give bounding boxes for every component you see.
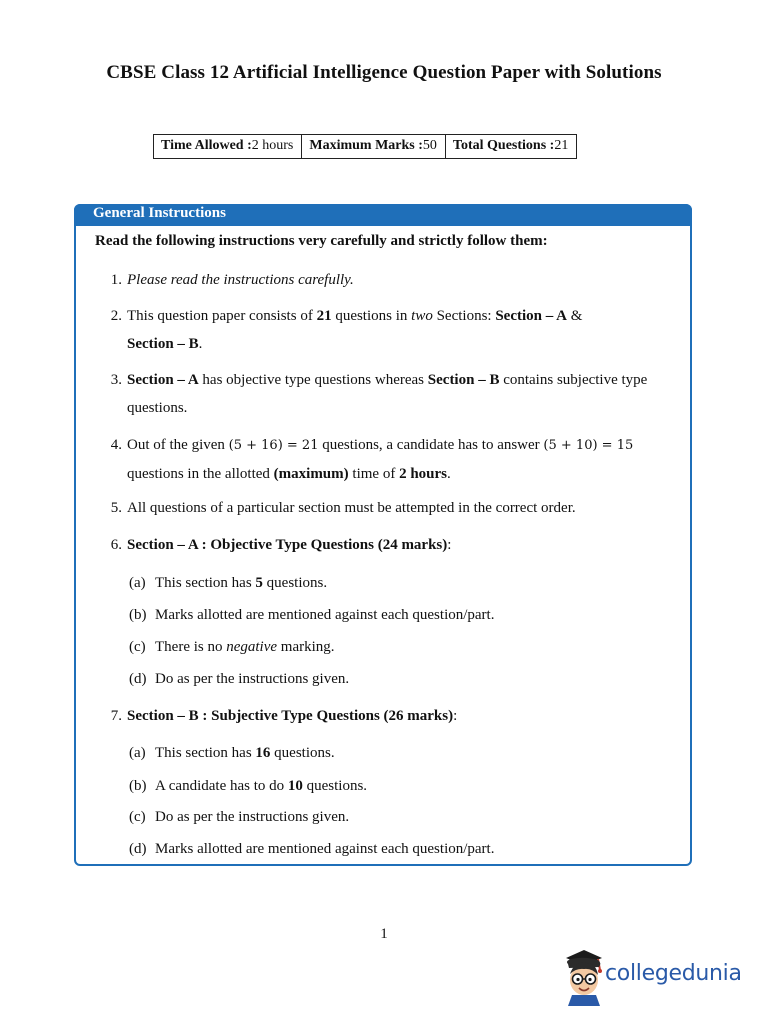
- maximum-marks-cell: Maximum Marks :50: [302, 135, 446, 158]
- section-a-sub-a: (a) This section has 5 questions.: [129, 575, 328, 591]
- instructions-lead: Read the following instructions very carefully and strictly follow them:: [95, 233, 548, 249]
- time-allowed-cell: Time Allowed :2 hours: [154, 135, 302, 158]
- section-b-sub-b: (b) A candidate has to do 10 questions.: [129, 778, 368, 794]
- student-mascot-icon: [562, 948, 606, 1006]
- math-total-questions: (5 + 16) = 21: [228, 438, 319, 453]
- section-a-sub-d: (d) Do as per the instructions given.: [129, 671, 350, 687]
- section-b-sub-c: (c) Do as per the instructions given.: [129, 809, 350, 825]
- exam-info-table: [153, 134, 577, 159]
- page-number: 1: [380, 926, 388, 942]
- instructions-header-bar: [74, 204, 692, 226]
- section-a-sub-b: (b) Marks allotted are mentioned against each question/part.: [129, 607, 495, 623]
- page-title: CBSE Class 12 Artificial Intelligence Question Paper with Solutions: [106, 62, 662, 83]
- section-b-sub-a: (a) This section has 16 questions.: [129, 745, 335, 761]
- math-answer-questions: (5 + 10) = 15: [543, 438, 634, 453]
- section-b-sub-d: (d) Marks allotted are mentioned against each question/part.: [129, 841, 495, 857]
- instructions-header: General Instructions: [93, 205, 226, 221]
- section-a-sub-c: (c) There is no negative marking.: [129, 639, 335, 655]
- total-questions-cell: Total Questions :21: [452, 138, 569, 153]
- general-instructions-box: General Instructions Read the following instructions very carefully and strictly follow them: 1. Please read the instructions carefully. 2. This question paper consists of 21 questions in two Sections: Section – A & Section – B. 3. Section – A has objective type questions whereas Section – B contains subjective type questions. 4. Out of the given (5 + 16) = 21 questions, a candidate has to answer (5 + 10) = 15 questions in the allotted (maximum) time of 2 hours. 5. All questions of a particular section must be attempted in the correct order. 6. Section – A : Objective Type Questions (24 marks): (a) This section has 5 questions. (b) Marks allotted are mentioned against each question/part. (c) There is no negative marking. (d) Do as per the instructions given. 7. Section – B : Subjective Type Questions (26 marks): (a) This section has 16 questions. (b) A candidate has to do 10 questions. (c) Do as per the instructions given. (d) Marks allotted are mentioned against each question/part.: [74, 204, 692, 866]
- collegedunia-logo[interactable]: [562, 948, 752, 1008]
- logo-text: collegedunia: [605, 961, 742, 986]
